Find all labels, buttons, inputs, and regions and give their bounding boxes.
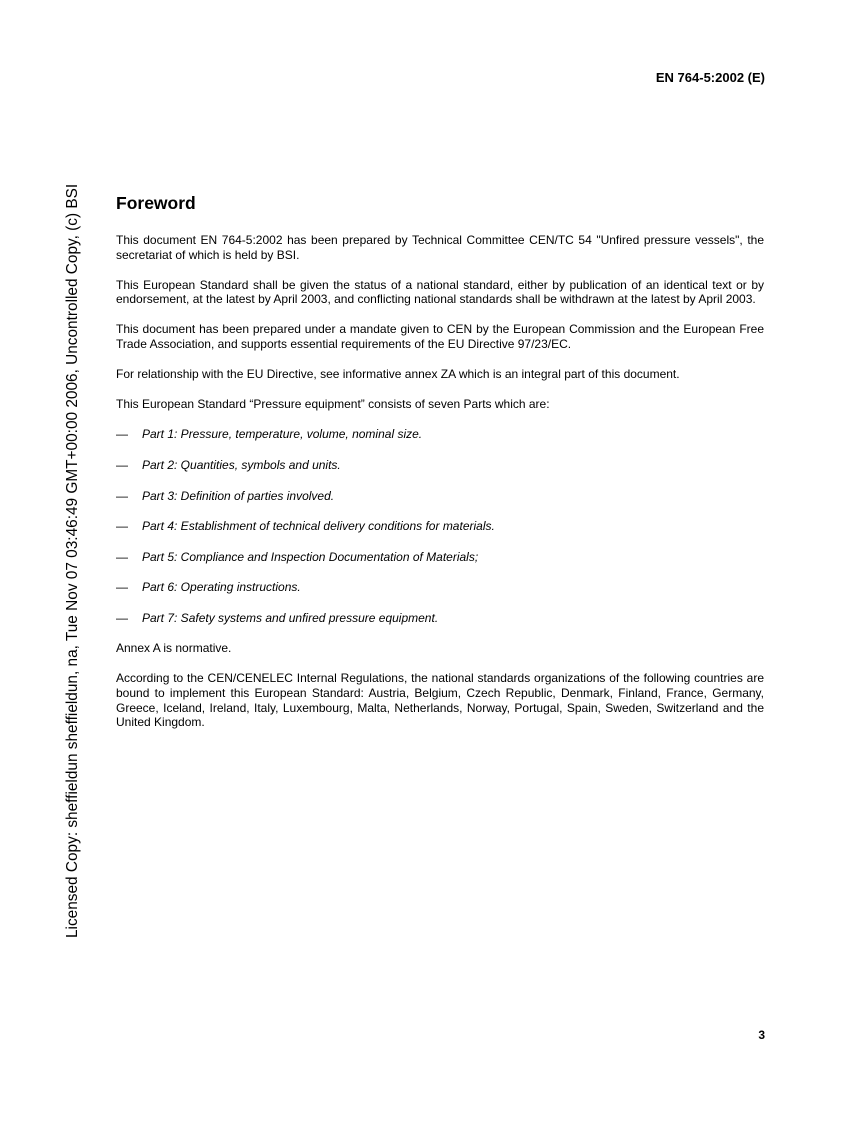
dash-bullet: — <box>116 610 128 625</box>
dash-bullet: — <box>116 457 128 472</box>
dash-bullet: — <box>116 549 128 564</box>
list-item <box>116 611 764 626</box>
paragraph-status: This European Standard shall be given the status of a national standard, either by publication of an identical text or by endorsement, at the latest by April 2003, and conflicting national standards shall be withdrawn at the latest by April 2003. <box>116 277 764 307</box>
part-label: Part 4: Establishment of technical delivery conditions for materials. <box>142 519 495 534</box>
dash-bullet: — <box>116 488 128 503</box>
list-item <box>116 550 764 565</box>
dash-bullet: — <box>116 580 128 595</box>
parts-list-wrapper <box>116 427 764 625</box>
paragraph-parts-intro: This European Standard “Pressure equipment” consists of seven Parts which are: <box>116 396 550 411</box>
page-number: 3 <box>758 1028 765 1042</box>
list-item <box>116 580 764 595</box>
dash-bullet: — <box>116 427 128 442</box>
paragraph-mandate: This document has been prepared under a mandate given to CEN by the European Commission and the European Free Trade Association, and supports essential requirements of the EU Directive 97/23/EC. <box>116 322 764 351</box>
paragraph-preparation: This document EN 764-5:2002 has been prepared by Technical Committee CEN/TC 54 "Unfired pressure vessels", the secretariat of which is held by BSI. <box>116 233 764 262</box>
paragraph-directive-relationship: For relationship with the EU Directive, see informative annex ZA which is an integral part of this document. <box>116 366 680 381</box>
part-label: Part 1: Pressure, temperature, volume, nominal size. <box>142 427 423 442</box>
list-item <box>116 489 764 504</box>
part-label: Part 2: Quantities, symbols and units. <box>142 457 341 472</box>
part-label: Part 5: Compliance and Inspection Documentation of Materials; <box>142 549 479 564</box>
dash-bullet: — <box>116 519 128 534</box>
document-reference: EN 764-5:2002 (E) <box>655 70 765 85</box>
list-item <box>116 458 764 473</box>
parts-list <box>116 427 764 625</box>
part-label: Part 6: Operating instructions. <box>142 580 301 595</box>
paragraph-annex-note: Annex A is normative. <box>116 641 232 656</box>
foreword-section <box>116 192 764 745</box>
list-item <box>116 519 764 534</box>
paragraph-national-bodies: According to the CEN/CENELEC Internal Regulations, the national standards organizations of the following countries are bound to implement this European Standard: Austria, Belgium, Czech Republic, Denmark, Finland, France, Germany, Greece, Iceland, Ireland, Italy, Luxembourg, Malta, Netherlands, Norway, Portugal, Spain, Sweden, Switzerland and the United Kingdom. <box>116 671 764 730</box>
list-item <box>116 427 764 442</box>
part-label: Part 7: Safety systems and unfired pressure equipment. <box>142 610 439 625</box>
license-watermark: Licensed Copy: sheffieldun sheffieldun, na, Tue Nov 07 03:46:49 GMT+00:00 2006, Uncontrolled Copy, (c) BSI <box>64 183 81 938</box>
page-title: Foreword <box>116 193 196 213</box>
part-label: Part 3: Definition of parties involved. <box>142 488 335 503</box>
